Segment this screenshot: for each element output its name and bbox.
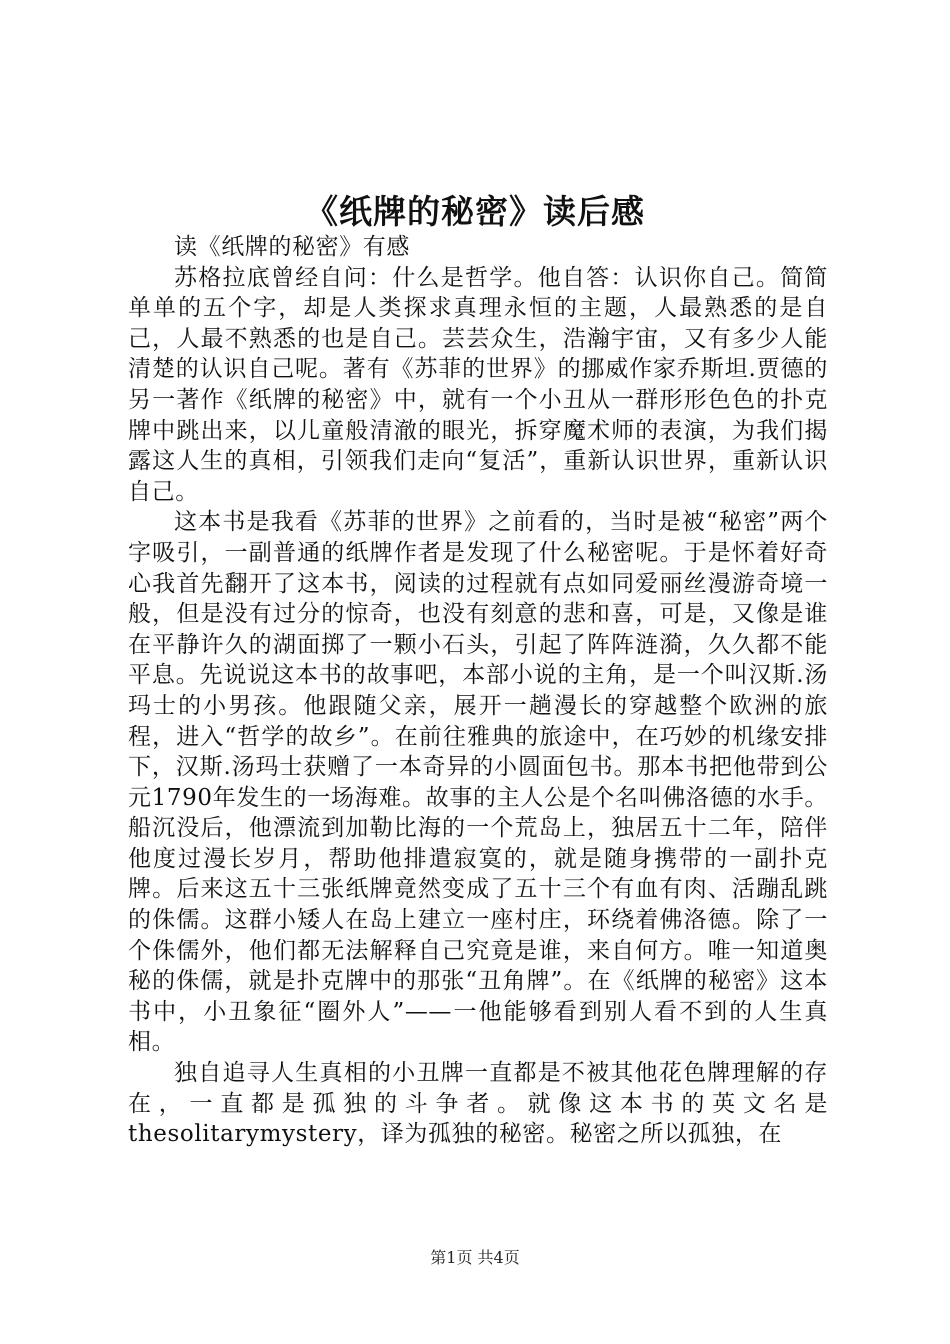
document-body xyxy=(128,232,828,1150)
document-title: 《纸牌的秘密》读后感 xyxy=(305,192,645,231)
page-number-footer: 第1页 共4页 xyxy=(430,1248,520,1267)
paragraph: 这本书是我看《苏菲的世界》之前看的，当时是被“秘密”两个字吸引，一副普通的纸牌作者是发现了什么秘密呢。于是怀着好奇心我首先翻开了这本书，阅读的过程就有点如同爱丽丝漫游奇境一般，但是没有过分的惊奇，也没有刻意的悲和喜，可是，又像是谁在平静许久的湖面掷了一颗小石头，引起了阵阵涟漪，久久都不能平息。先说说这本书的故事吧，本部小说的主角，是一个叫汉斯.汤玛士的小男孩。他跟随父亲，展开一趟漫长的穿越整个欧洲的旅程，进入“哲学的故乡”。在前往雅典的旅途中，在巧妙的机缘安排下，汉斯.汤玛士获赠了一本奇异的小圆面包书。那本书把他带到公元1790年发生的一场海难。故事的主人公是个名叫佛洛德的水手。船沉没后，他漂流到加勒比海的一个荒岛上，独居五十二年，陪伴他度过漫长岁月，帮助他排遣寂寞的，就是随身携带的一副扑克牌。后来这五十三张纸牌竟然变成了五十三个有血有肉、活蹦乱跳的侏儒。这群小矮人在岛上建立一座村庄，环绕着佛洛德。除了一个侏儒外，他们都无法解释自己究竟是谁，来自何方。唯一知道奥秘的侏儒，就是扑克牌中的那张“丑角牌”。在《纸牌的秘密》这本书中，小丑象征“圈外人”——一他能够看到别人看不到的人生真相。 xyxy=(128,509,828,1056)
paragraph: 苏格拉底曾经自问：什么是哲学。他自答：认识你自己。简简单单的五个字，却是人类探求真理永恒的主题，人最熟悉的是自己，人最不熟悉的也是自己。芸芸众生，浩瀚宇宙，又有多少人能清楚的认识自己呢。著有《苏菲的世界》的挪威作家乔斯坦.贾德的另一著作《纸牌的秘密》中，就有一个小丑从一群形形色色的扑克牌中跳出来，以儿童般清澈的眼光，拆穿魔术师的表演，为我们揭露这人生的真相，引领我们走向“复活”，重新认识世界，重新认识自己。 xyxy=(128,264,828,505)
document-subtitle: 读《纸牌的秘密》有感 xyxy=(174,234,410,260)
paragraph: 独自追寻人生真相的小丑牌一直都是不被其他花色牌理解的存在，一直都是孤独的斗争者。就像这本书的英文名是thesolitarymystery，译为孤独的秘密。秘密之所以孤独，在 xyxy=(128,1060,828,1148)
